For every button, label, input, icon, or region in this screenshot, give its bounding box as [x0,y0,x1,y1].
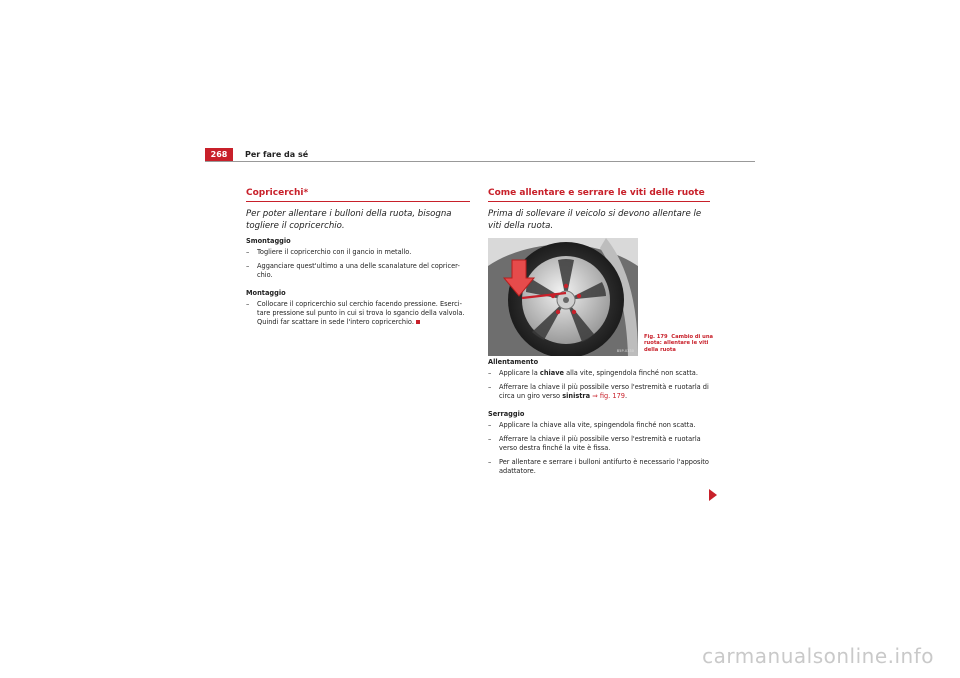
wheel-photo [488,238,638,356]
list-item: – Agganciare quest'ultimo a una delle scanalature del copricer-chio. [246,262,460,280]
wheel-illustration-icon [488,238,638,356]
intro-viti: Prima di sollevare il veicolo si devono allentare le viti della ruota. [488,209,702,231]
photo-code: B5P-0330 [616,349,634,353]
list-item: – Collocare il copricerchio sul cerchio facendo pressione. Eserci-tare pressione sul punto in cui si trova lo sgancio della valvola. Quindi far scattare in sede l'intero copricerchio. [246,299,465,327]
continue-arrow-icon [709,489,717,501]
subheading-allentamento: Allentamento [488,358,539,366]
right-column [488,188,714,477]
subheading-serraggio: Serraggio [488,409,525,418]
left-column [246,188,470,327]
section-end-mark-icon [416,320,420,324]
section-heading-viti: Come allentare e serrare le viti delle ruote [488,188,710,202]
subheading-montaggio: Montaggio [246,288,286,297]
subheading-smontaggio: Smontaggio [246,237,291,245]
figure-caption: Fig. 179 Cambio di una ruota: allentare le viti della ruota [644,334,714,353]
list-item: – Afferrare la chiave il più possibile verso l'estremità e ruotarla di circa un giro verso sinistra ⇒ fig. 179. [488,383,709,401]
figure-179 [488,238,714,358]
list-item: – Per allentare e serrare i bulloni antifurto è necessario l'apposito adattatore. [488,458,709,476]
intro-copricerchi: Per poter allentare i bulloni della ruota, bisogna togliere il copricerchio. [246,209,452,231]
page-number: 268 [205,148,233,162]
running-title: Per fare da sé [245,150,309,159]
figure-reference-link[interactable]: ⇒ fig. 179 [590,392,625,401]
header-rule [205,161,755,162]
section-heading-copricerchi: Copricerchi* [246,188,470,202]
list-item: – Togliere il copricerchio con il gancio in metallo. [246,248,412,256]
list-item: – Afferrare la chiave il più possibile verso l'estremità e ruotarla verso destra finché la vite è fissa. [488,434,701,453]
list-item: – Applicare la chiave alla vite, spingendola finché non scatta. [488,369,698,377]
list-item: – Applicare la chiave alla vite, spingendola finché non scatta. [488,420,696,429]
watermark: carmanualsonline.info [702,644,934,668]
